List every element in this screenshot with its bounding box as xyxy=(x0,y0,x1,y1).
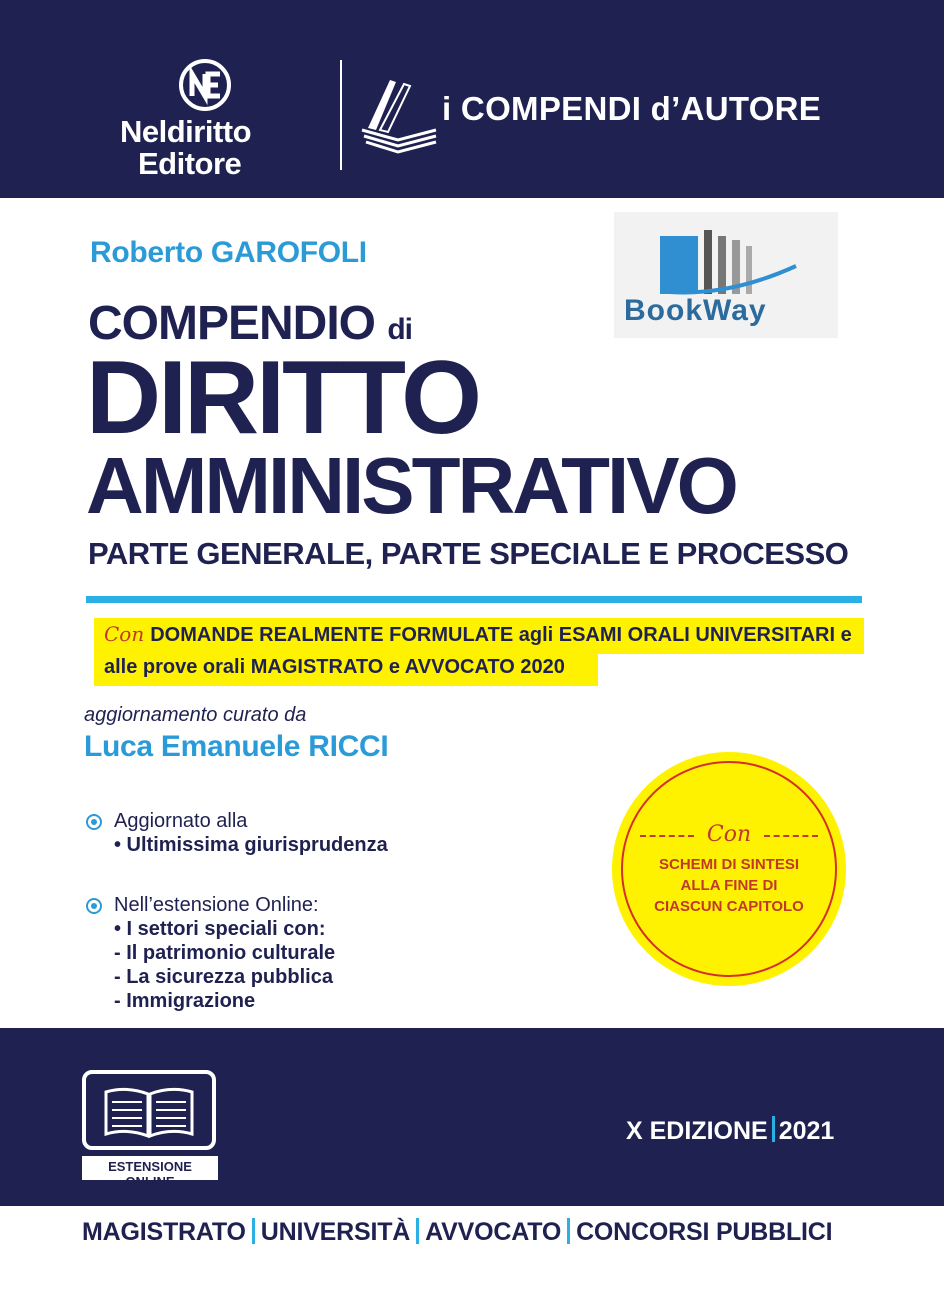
edition-number: X EDIZIONE xyxy=(626,1117,768,1145)
title-word-compendio: COMPENDIO xyxy=(88,297,376,350)
audience-divider xyxy=(416,1218,419,1244)
edition-divider xyxy=(772,1116,775,1142)
audience-item: MAGISTRATO xyxy=(82,1218,246,1246)
header-divider xyxy=(340,60,342,170)
highlight-con: Con xyxy=(104,622,145,646)
update-editor: Luca Emanuele RICCI xyxy=(84,730,389,763)
bullet-icon xyxy=(86,898,102,914)
bookway-logo-icon xyxy=(660,226,800,296)
feature-2-line-1: Nell’estensione Online: xyxy=(114,894,319,916)
audience-item: AVVOCATO xyxy=(425,1218,562,1246)
books-stack-icon xyxy=(358,70,440,154)
highlight-line-1 xyxy=(104,622,852,647)
online-label: ESTENSIONE ONLINE xyxy=(108,1159,192,1189)
feature-2-line-5: - Immigrazione xyxy=(114,990,256,1012)
publisher-suffix: Editore xyxy=(138,146,242,181)
highlight-line-2: alle prove orali MAGISTRATO e AVVOCATO 2020 xyxy=(104,656,565,678)
seal-line-3: CIASCUN CAPITOLO xyxy=(654,898,804,915)
title-word-di: di xyxy=(387,313,413,346)
update-label: aggiornamento curato da xyxy=(84,704,307,726)
audience-divider xyxy=(252,1218,255,1244)
publisher-name: Neldiritto xyxy=(120,114,252,149)
bullet-icon xyxy=(86,814,102,830)
feature-1-line-1: Aggiornato alla xyxy=(114,810,248,832)
highlight-text-1: DOMANDE REALMENTE FORMULATE agli ESAMI ORALI UNIVERSITARI e xyxy=(150,624,852,646)
feature-2-line-3: - Il patrimonio culturale xyxy=(114,942,336,964)
feature-2-line-2: • I settori speciali con: xyxy=(114,918,326,940)
feature-1-line-2: • Ultimissima giurisprudenza xyxy=(114,834,388,856)
seal-con: Con xyxy=(706,822,752,847)
title-line-2: DIRITTO xyxy=(86,340,480,456)
seal-line-1: SCHEMI DI SINTESI xyxy=(658,856,800,873)
seal-line-2: ALLA FINE DI xyxy=(680,877,778,894)
open-book-screen-icon xyxy=(100,1082,198,1142)
feature-2-line-4: - La sicurezza pubblica xyxy=(114,966,333,988)
edition-line xyxy=(626,1116,834,1146)
bookway-text: BookWay xyxy=(624,294,767,327)
author-name: Roberto GAROFOLI xyxy=(90,236,367,269)
audience-divider xyxy=(567,1218,570,1244)
edition-year: 2021 xyxy=(778,1117,835,1145)
ne-monogram-icon xyxy=(178,58,232,112)
title-line-3: AMMINISTRATIVO xyxy=(86,441,736,530)
title-rule xyxy=(86,596,862,603)
series-title: i COMPENDI d’AUTORE xyxy=(442,90,822,127)
audience-item: CONCORSI PUBBLICI xyxy=(576,1218,833,1246)
subtitle: PARTE GENERALE, PARTE SPECIALE E PROCESSO xyxy=(88,536,849,571)
audience-item: UNIVERSITÀ xyxy=(260,1218,411,1246)
audience-line xyxy=(82,1218,832,1247)
